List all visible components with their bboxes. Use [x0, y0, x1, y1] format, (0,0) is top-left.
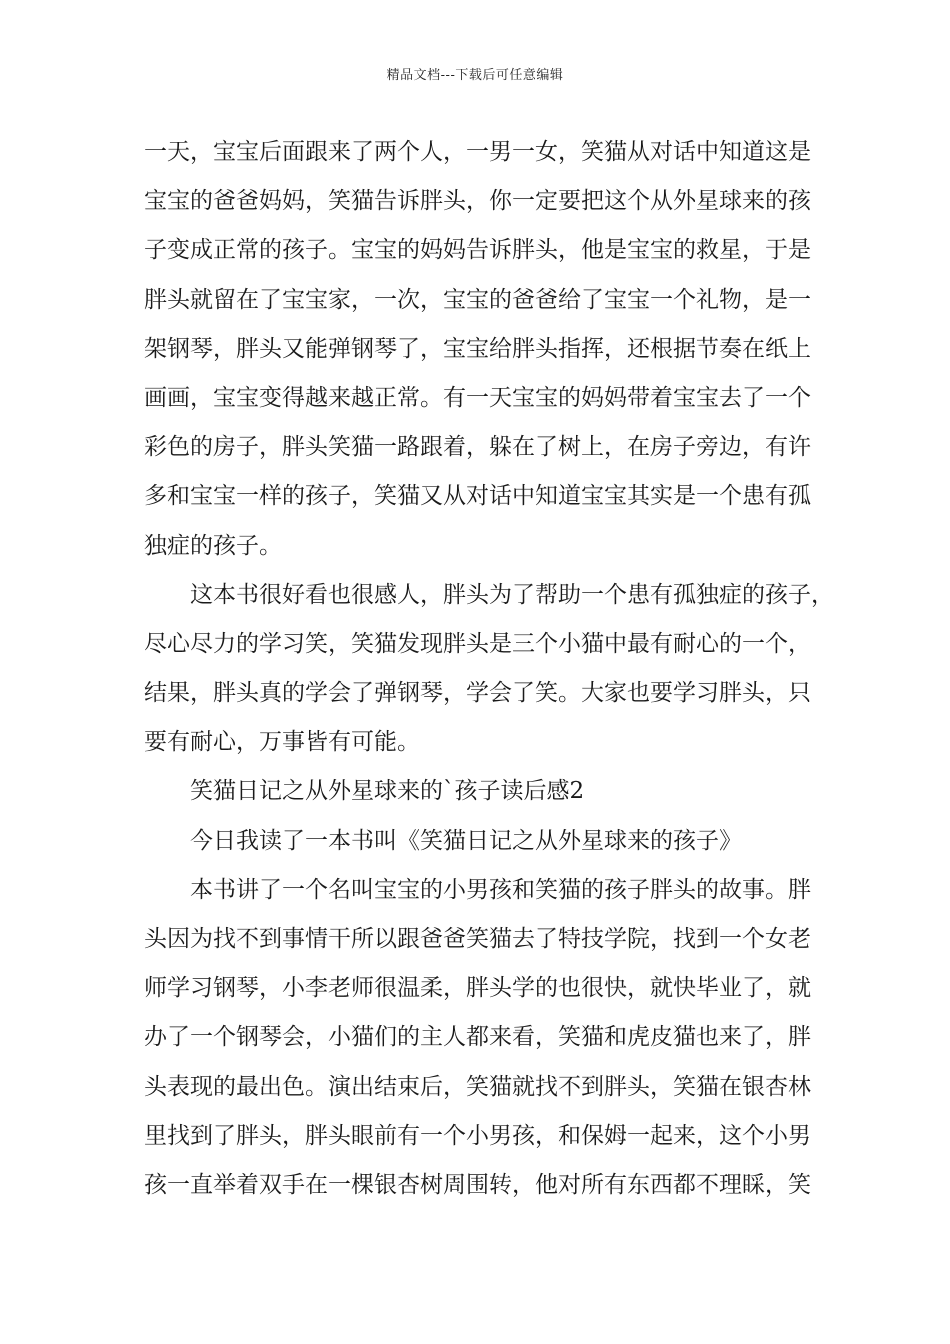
section-title: 笑猫日记之从外星球来的`孩子读后感2: [190, 778, 585, 805]
paragraph-start-line: 这本书很好看也很感人，胖头为了帮助一个患有孤独症的孩子，: [190, 581, 834, 608]
text-line: 一天，宝宝后面跟来了两个人，一男一女，笑猫从对话中知道这是: [144, 139, 811, 165]
text-line: 孩一直举着双手在一棵银杏树周围转，他对所有东西都不理睬，笑: [144, 1171, 811, 1198]
text-line: 头因为找不到事情干所以跟爸爸笑猫去了特技学院，找到一个女老: [144, 926, 811, 952]
text-line: 宝宝的爸爸妈妈，笑猫告诉胖头，你一定要把这个从外星球来的孩: [144, 188, 811, 215]
text-line: 里找到了胖头，胖头眼前有一个小男孩，和保姆一起来，这个小男: [144, 1122, 811, 1149]
text-line: 彩色的房子，胖头笑猫一路跟着，躲在了树上，在房子旁边，有许: [144, 434, 811, 461]
paragraph-start-line: 今日我读了一本书叫《笑猫日记之从外星球来的孩子》: [190, 827, 742, 854]
text-line: 要有耐心，万事皆有可能。: [144, 729, 420, 756]
text-line: 头表现的最出色。演出结束后，笑猫就找不到胖头，笑猫在银杏林: [144, 1073, 811, 1100]
document-body: [144, 128, 834, 1210]
text-line: 架钢琴，胖头又能弹钢琴了，宝宝给胖头指挥，还根据节奏在纸上: [144, 335, 811, 362]
paragraph-start-line: 本书讲了一个名叫宝宝的小男孩和笑猫的孩子胖头的故事。胖: [190, 876, 811, 903]
text-line: 办了一个钢琴会，小猫们的主人都来看，笑猫和虎皮猫也来了，胖: [144, 1024, 811, 1051]
text-line: 画画，宝宝变得越来越正常。有一天宝宝的妈妈带着宝宝去了一个: [144, 384, 811, 411]
text-line: 胖头就留在了宝宝家，一次，宝宝的爸爸给了宝宝一个礼物，是一: [144, 286, 811, 313]
text-line: 子变成正常的孩子。宝宝的妈妈告诉胖头，他是宝宝的救星，于是: [144, 237, 811, 264]
text-line: 独症的孩子。: [144, 532, 282, 559]
text-line: 多和宝宝一样的孩子，笑猫又从对话中知道宝宝其实是一个患有孤: [144, 483, 811, 510]
text-line: 结果，胖头真的学会了弹钢琴，学会了笑。大家也要学习胖头，只: [144, 680, 811, 707]
page-header: 精品文档---下载后可任意编辑: [386, 68, 564, 83]
text-line: 师学习钢琴，小李老师很温柔，胖头学的也很快，就快毕业了，就: [144, 975, 811, 1002]
text-line: 尽心尽力的学习笑，笑猫发现胖头是三个小猫中最有耐心的一个，: [144, 630, 811, 657]
